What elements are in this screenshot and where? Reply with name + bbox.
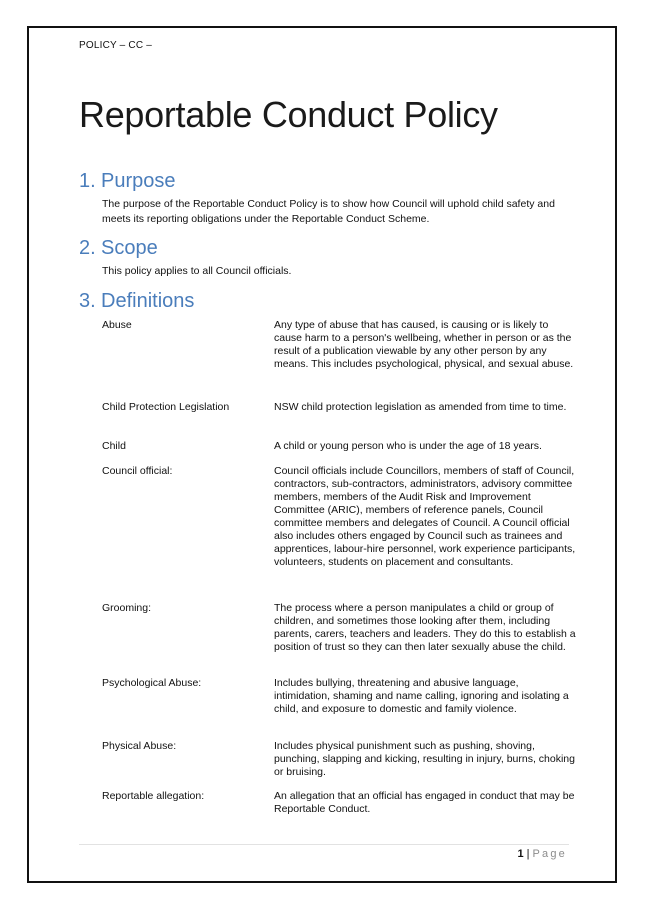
definition-text: Includes bullying, threatening and abusive language, intimidation, shaming and name calling, ignoring and isolating a child, and exposure to domestic and family violence. <box>274 677 569 715</box>
definition-text: Includes physical punishment such as pushing, shoving, punching, slapping and kicking, resulting in injury, burns, choking or bruising. <box>274 740 575 778</box>
section-heading-definitions <box>79 290 194 313</box>
section-number: 1. <box>79 170 96 192</box>
definition-text: NSW child protection legislation as amended from time to time. <box>274 401 567 413</box>
definition-text: An allegation that an official has engaged in conduct that may be Reportable Conduct. <box>274 790 575 815</box>
section-number: 2. <box>79 237 96 259</box>
section-heading-scope <box>79 237 158 260</box>
definition-term: Physical Abuse: <box>102 740 177 752</box>
definition-term: Reportable allegation: <box>102 790 205 802</box>
page-header: POLICY – CC – <box>79 40 153 51</box>
definition-term: Child <box>102 440 126 452</box>
scope-text: This policy applies to all Council officials. <box>102 265 292 277</box>
definition-text: Council officials include Councillors, members of staff of Council, contractors, sub-contractors, administrators, advisory committee members, members of the Audit Risk and Improvement Committee (ARIC), members of reference panels, Council committee members and delegates of Council. A Council official also includes others engaged by Council such as trainees and apprentices, labour-hire personnel, work experience participants, volunteers, students on placement and consultants. <box>274 465 576 568</box>
definition-text: The process where a person manipulates a child or group of children, and sometimes those looking after them, including parents, carers, teachers and leaders. They do this to establish a position of trust so they can then later sexually abuse the child. <box>274 602 576 653</box>
document-title: Reportable Conduct Policy <box>79 94 498 135</box>
definition-term: Psychological Abuse: <box>102 677 202 689</box>
purpose-text: The purpose of the Reportable Conduct Policy is to show how Council will uphold child safety and meets its reporting obligations under the Reportable Conduct Scheme. <box>102 198 555 225</box>
section-number: 3. <box>79 290 96 312</box>
page-number-footer <box>518 848 567 860</box>
page-number: 1 <box>517 848 524 860</box>
section-title: Definitions <box>101 290 195 312</box>
footer-separator: | <box>526 848 530 860</box>
section-title: Scope <box>101 237 158 259</box>
section-title: Purpose <box>101 170 176 192</box>
definition-text: A child or young person who is under the age of 18 years. <box>274 440 542 452</box>
definition-term: Grooming: <box>102 602 152 614</box>
definition-text: Any type of abuse that has caused, is causing or is likely to cause harm to a person's wellbeing, whether in person or as the result of a publication viewable by any other person by any means. This includes psychological, physical, and sexual abuse. <box>274 319 574 370</box>
definition-term: Child Protection Legislation <box>102 401 230 413</box>
page-label: Page <box>532 848 567 860</box>
section-heading-purpose <box>79 170 176 193</box>
definition-term: Council official: <box>102 465 173 477</box>
footer-divider <box>79 844 569 845</box>
definition-term: Abuse <box>102 319 132 331</box>
document-page <box>27 26 617 883</box>
